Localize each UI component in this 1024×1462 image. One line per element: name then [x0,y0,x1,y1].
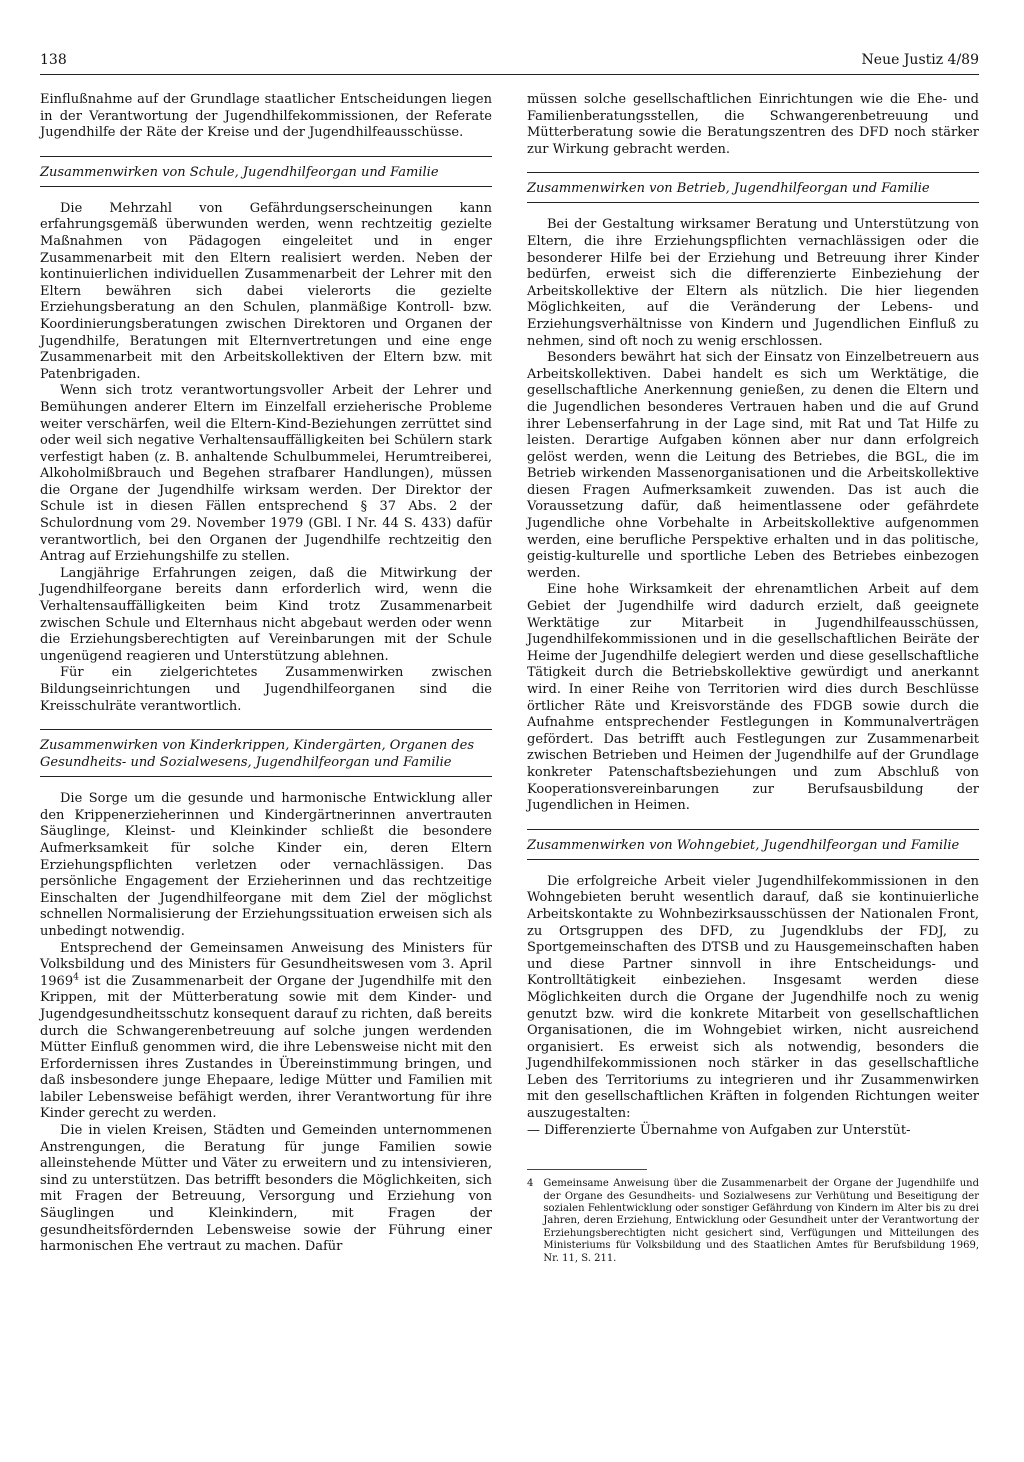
section-rule [40,156,492,157]
section-rule [527,829,979,830]
paragraph: Langjährige Erfahrungen zeigen, daß die Mitwirkung der Jugendhilfeorgane bereits dann erforderlich wird, wenn die Verhaltensauffälligkeiten beim Kind trotz Zusammenarbeit zwischen Schule und Elternhaus nicht abgebaut werden oder wenn die Erziehungsberechtigten auf Vereinbarungen mit der Schule ungenügend reagieren und Unterstützung ablehnen. [40,565,492,664]
section-heading: Zusammenwirken von Schule, Jugendhilfeorgan und Familie [40,164,439,180]
paragraph: Bei der Gestaltung wirksamer Beratung und Unterstützung von Eltern, die ihre Erziehungspflichten vernachlässigen oder die besonderer Hilfe bei der Erziehung und Betreuung ihrer Kinder bedürfen, erweist sich die differenzierte Einbeziehung der Arbeitskollektive der Eltern als nützlich. Die hier liegenden Möglichkeiten, auf die Veränderung der Lebens- und Erziehungsverhältnisse von Kindern und Jugendlichen Einfluß zu nehmen, sind oft noch zu wenig erschlossen. [527,217,979,349]
footnote-rule [527,1169,647,1170]
page-number: 138 [40,52,67,68]
paragraph: müssen solche gesellschaftlichen Einrichtungen wie die Ehe- und Familienberatungsstellen, die Schwangerenbetreuung und Mütterberatung sowie die Beratungszentren des DFD noch stärker zur Wirkung gebracht werden. [527,92,979,157]
paragraph: Die in vielen Kreisen, Städten und Gemeinden unternommenen Anstrengungen, die Beratung für junge Familien sowie alleinstehende Mütter und Väter zu erweitern und zu intensivieren, sind zu unterstützen. Das betrifft besonders die Möglichkeiten, sich mit Fragen der Betreuung, Versorgung und Erziehung von Säuglingen und Kleinkindern, mit Fragen der gesundheitsfördernden Lebensweise sowie der Führung einer harmonischen Ehe vertraut zu machen. Dafür [40,1123,492,1255]
right-column [527,92,979,1265]
footnote-text: Gemeinsame Anweisung über die Zusammenarbeit der Organe der Jugendhilfe und der Organe des Gesundheits- und Sozialwesens zur Verhütung und Beseitigung der sozialen Fehlentwicklung oder sonstiger Gefährdung von Kindern im Alter bis zu drei Jahren, deren Erziehung, Entwicklung oder Gesundheit unter der Verantwortung der Erziehungsberechtigten nicht gesichert sind, Verfügungen und Mitteilungen des Ministeriums für Volksbildung und des Staatlichen Amtes für Berufsbildung 1969, Nr. 11, S. 211. [543,1178,979,1264]
section-rule [527,172,979,173]
section-rule [40,729,492,730]
section-rule [527,859,979,860]
list-item: — Differenzierte Übernahme von Aufgaben zur Unterstüt- [527,1122,911,1138]
paragraph: Die Mehrzahl von Gefährdungserscheinungen kann erfahrungsgemäß überwunden werden, wenn rechtzeitig gezielte Maßnahmen von Pädagogen eingeleitet und in enger Zusammenarbeit mit den Eltern realisiert werden. Neben der kontinuierlichen individuellen Zusammenarbeit der Lehrer mit den Eltern bewähren sich dabei vielerorts die gezielte Erziehungsberatung an den Schulen, planmäßige Kontroll- bzw. Koordinierungsberatungen zwischen Direktoren und Organen der Jugendhilfe, Beratungen mit Elternvertretungen und eine enge Zusammenarbeit mit den Arbeitskollektiven der Eltern bzw. mit Patenbrigaden. [40,200,492,382]
section-rule [40,186,492,187]
footnote-number: 4 [527,1178,534,1190]
journal-issue: Neue Justiz 4/89 [861,52,979,68]
paragraph: Wenn sich trotz verantwortungsvoller Arbeit der Lehrer und Bemühungen anderer Eltern im Einzelfall erzieherische Probleme weiter verschärfen, weil die Eltern-Kind-Beziehungen zerrüttet sind oder weil sich negative Verhaltensauffälligkeiten bei Schülern stark verfestigt haben (z. B. anhaltende Schulbummelei, Herumtreiberei, Alkoholmißbrauch und Begehen strafbarer Handlungen), müssen die Organe der Jugendhilfe wirksam werden. Der Direktor der Schule ist in diesen Fällen entsprechend § 37 Abs. 2 der Schulordnung vom 29. November 1979 (GBl. I Nr. 44 S. 433) dafür verantwortlich, bei den Organen der Jugendhilfe rechtzeitig den Antrag auf Erziehungshilfe zu stellen. [40,383,492,565]
paragraph [40,941,492,1124]
paragraph: Besonders bewährt hat sich der Einsatz von Einzelbetreuern aus Arbeitskollektiven. Dabei handelt es sich um Werktätige, die gesellschaftliche Anerkennung genießen, zu denen die Eltern und die Jugendlichen besonderes Vertrauen haben und die auf Grund ihrer Lebenserfahrung in der Lage sind, mit Rat und Tat Hilfe zu leisten. Derartige Aufgaben können aber nur dann erfolgreich gelöst werden, wenn die Leitung des Betriebes, die BGL, die im Betrieb wirkenden Massenorganisationen und die Arbeitskollektive diesen Fragen Aufmerksamkeit zuwenden. Das ist auch die Voraussetzung dafür, daß heimentlassene oder gefährdete Jugendliche ohne Vorbehalte in Arbeitskollektive aufgenommen werden, eine berufliche Perspektive erhalten und in das politische, geistig-kulturelle und sportliche Leben des Betriebes einbezogen werden. [527,350,979,581]
section-rule [40,776,492,777]
section-heading: Zusammenwirken von Betrieb, Jugendhilfeorgan und Familie [527,181,930,197]
section-heading: Zusammenwirken von Wohngebiet, Jugendhilfeorgan und Familie [527,837,960,853]
paragraph: Einflußnahme auf der Grundlage staatlicher Entscheidungen liegen in der Verantwortung der Jugendhilfekommissionen, der Referate Jugendhilfe der Räte der Kreise und der Jugendhilfeausschüsse. [40,92,492,141]
paragraph-text: ist die Zusammenarbeit der Organe der Jugendhilfe mit den Krippen, mit der Mütterberatung sowie mit dem Kinder- und Jugendgesundheitsschutz konsequent darauf zu richten, daß bereits durch die Schwangerenbetreuung auf solche jungen werdenden Mütter Einfluß genommen wird, die ihre Lebensweise nicht mit den Erfordernissen ihres Zustandes in Übereinstimmung bringen, und daß insbesondere junge Ehepaare, ledige Mütter und Familien mit labiler Lebensweise befähigt werden, ihrer Verantwortung für ihre Kinder gerecht zu werden. [40,973,492,1122]
paragraph: Die Sorge um die gesunde und harmonische Entwicklung aller den Krippenerzieherinnen und Kindergärtnerinnen anvertrauten Säuglinge, Kleinst- und Kleinkinder schließt die besondere Aufmerksamkeit für solche Kinder ein, deren Eltern Erziehungspflichten verletzen oder vernachlässigen. Das persönliche Engagement der Erzieherinnen und das rechtzeitige Einschalten der Jugendhilfeorgane mit dem Ziel der möglichst schnellen Normalisierung der Erziehungssituation erweisen sich als unbedingt notwendig. [40,791,492,939]
paragraph: Für ein zielgerichtetes Zusammenwirken zwischen Bildungseinrichtungen und Jugendhilfeorganen sind die Kreisschulräte verantwortlich. [40,665,492,714]
paragraph: Eine hohe Wirksamkeit der ehrenamtlichen Arbeit auf dem Gebiet der Jugendhilfe wird dadurch erzielt, daß geeignete Werktätige zur Mitarbeit in Jugendhilfeausschüssen, Jugendhilfekommissionen und in die gesellschaftlichen Beiräte der Heime der Jugendhilfe delegiert werden und diese gesellschaftliche Tätigkeit durch die Betriebskollektive gewürdigt und anerkannt wird. In einer Reihe von Territorien wird dies durch Beschlüsse örtlicher Räte und Kreisvorstände des FDGB sowie durch die Aufnahme entsprechender Festlegungen in Kommunalverträgen gefördert. Das betrifft auch Festlegungen zur Zusammenarbeit zwischen Betrieben und Heimen der Jugendhilfe auf der Grundlage konkreter Patenschaftsbeziehungen und zum Abschluß von Kooperationsvereinbarungen zur Berufsausbildung der Jugendlichen in Heimen. [527,582,979,814]
footnote [527,1178,979,1265]
footnote-marker: 4 [73,972,79,983]
header-rule [40,74,979,75]
section-heading: Zusammenwirken von Kinderkrippen, Kindergärten, Organen des Gesundheits- und Sozialwesens, Jugendhilfeorgan und Familie [40,738,475,771]
paragraph-text: Entsprechend der Gemeinsamen Anweisung des Ministers für Volksbildung und des Ministers für Gesundheitswesen vom 3. April 1969 [40,940,492,989]
paragraph: Die erfolgreiche Arbeit vieler Jugendhilfekommissionen in den Wohngebieten beruht wesentlich darauf, daß sie kontinuierliche Arbeitskontakte zu Wohnbezirksausschüssen der Nationalen Front, zu Ortsgruppen des DFD, zu Jugendklubs der FDJ, zu Sportgemeinschaften des DTSB und zu Hausgemeinschaften haben und diese Partner sinnvoll in ihre Entscheidungs- und Kontrolltätigkeit einbeziehen. Insgesamt werden diese Möglichkeiten durch die Organe der Jugendhilfe noch zu wenig genutzt bzw. wird die konkrete Mitarbeit von gesellschaftlichen Organisationen, die im Wohngebiet wirken, nicht ausreichend organisiert. Es erweist sich als notwendig, besonders die Jugendhilfekommissionen noch stärker in das gesellschaftliche Leben des Territoriums zu integrieren und ihr Zusammenwirken mit den gesellschaftlichen Kräften in folgenden Richtungen weiter auszugestalten: [527,873,979,1122]
left-column [40,92,492,1256]
section-rule [527,202,979,203]
